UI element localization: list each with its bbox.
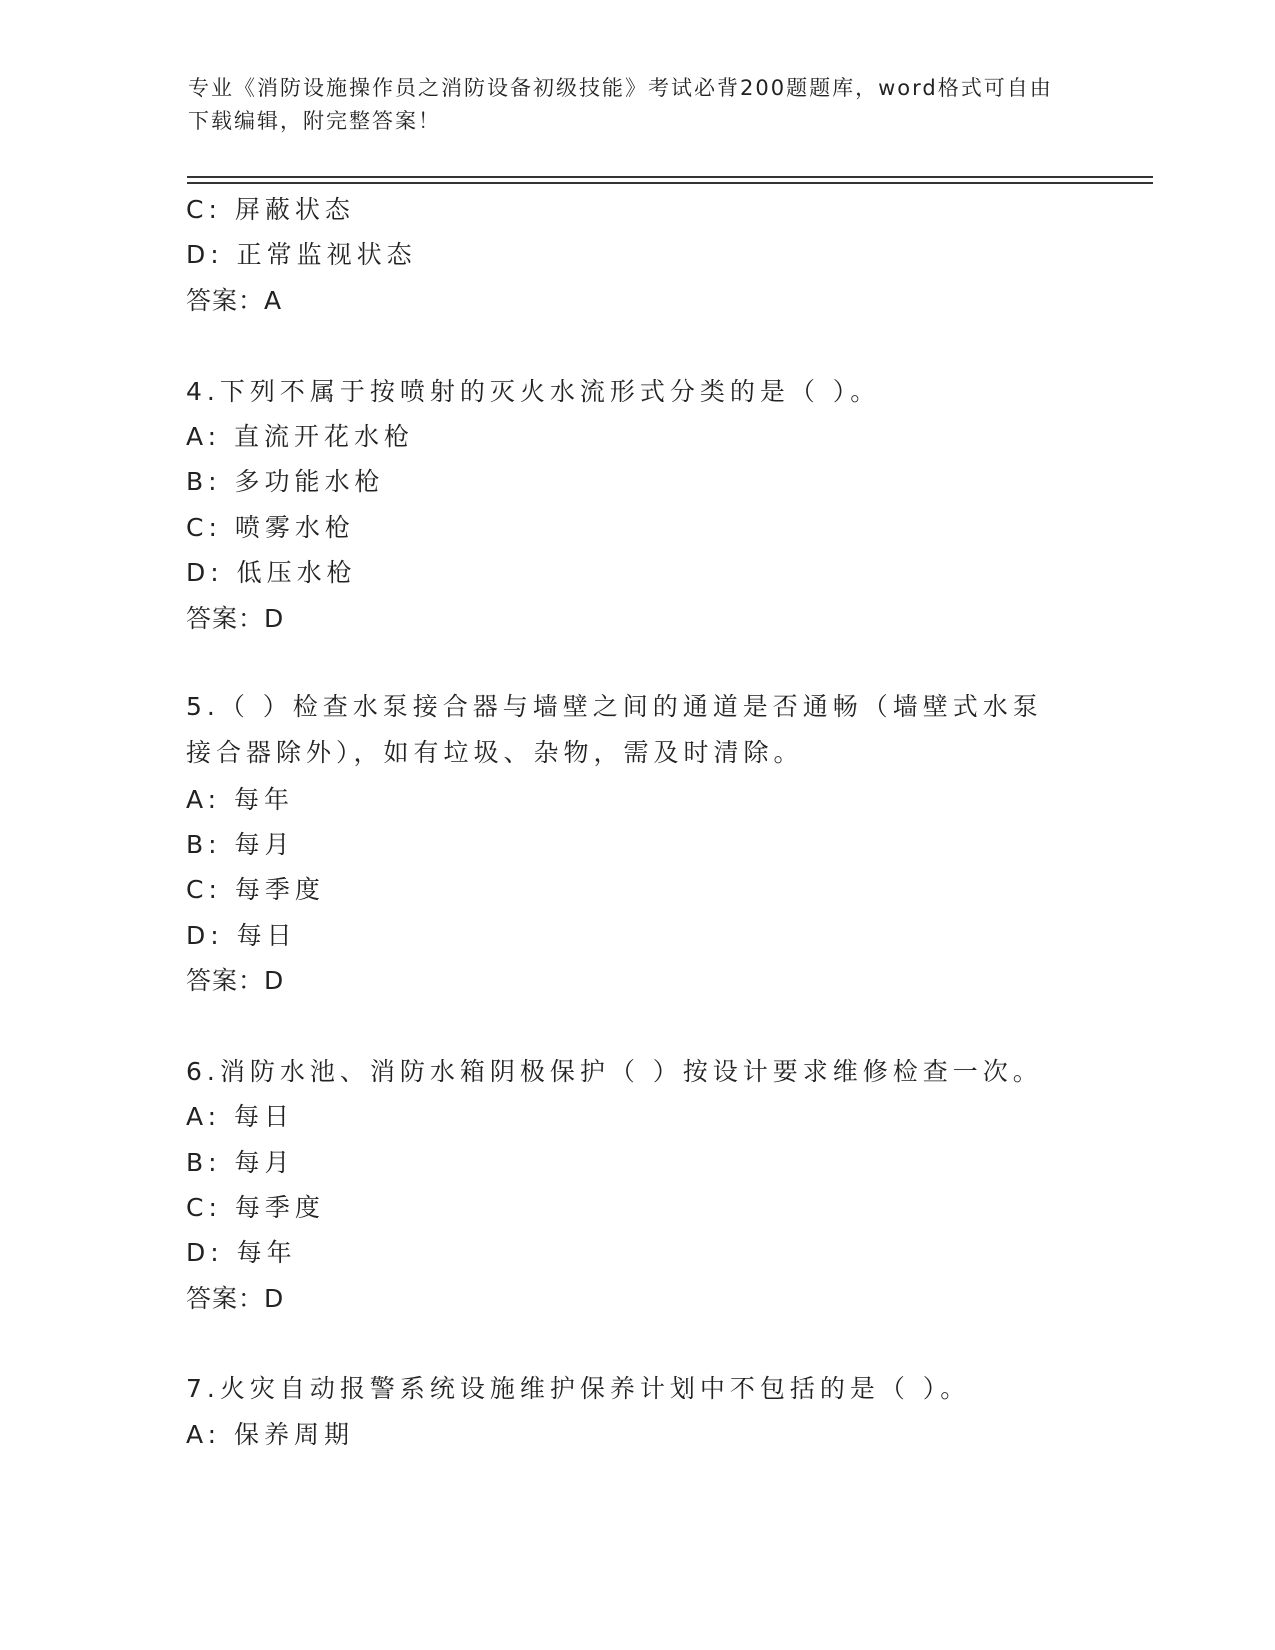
header-divider-bottom (187, 182, 1153, 184)
question-7-stem: 7.火灾自动报警系统设施维护保养计划中不包括的是（ ）。 (186, 1374, 971, 1403)
question-5-option-c: C: 每季度 (186, 875, 325, 904)
option-c: C: 屏蔽状态 (186, 195, 355, 224)
question-4-stem: 4.下列不属于按喷射的灭火水流形式分类的是（ ）。 (186, 377, 881, 406)
question-5-answer: 答案：D (186, 966, 285, 995)
question-4-option-a: A: 直流开花水枪 (186, 422, 415, 451)
question-6-option-a: A: 每日 (186, 1102, 295, 1131)
question-6-option-d: D: 每年 (186, 1238, 297, 1267)
header-divider-top (187, 176, 1153, 178)
question-6-stem: 6.消防水池、消防水箱阴极保护（ ）按设计要求维修检查一次。 (186, 1057, 1043, 1086)
document-header: 专业《消防设施操作员之消防设备初级技能》考试必背200题题库，word格式可自由下载编辑，附完整答案！ (188, 76, 1053, 133)
question-4-option-b: B: 多功能水枪 (186, 467, 385, 496)
answer: 答案：A (186, 286, 283, 315)
question-5-option-a: A: 每年 (186, 785, 295, 814)
question-5-option-b: B: 每月 (186, 830, 295, 859)
question-6-option-b: B: 每月 (186, 1148, 295, 1177)
question-4-answer: 答案：D (186, 604, 285, 633)
option-d: D: 正常监视状态 (186, 240, 417, 269)
question-4-option-d: D: 低压水枪 (186, 558, 357, 587)
question-5-stem: 5.（ ）检查水泵接合器与墙壁之间的通道是否通畅（墙壁式水泵接合器除外），如有垃圾、杂物，需及时清除。 (186, 692, 1043, 767)
question-4-option-c: C: 喷雾水枪 (186, 513, 355, 542)
question-7-option-a: A: 保养周期 (186, 1420, 355, 1449)
question-5-option-d: D: 每日 (186, 921, 297, 950)
question-6-option-c: C: 每季度 (186, 1193, 325, 1222)
question-6-answer: 答案：D (186, 1284, 285, 1313)
